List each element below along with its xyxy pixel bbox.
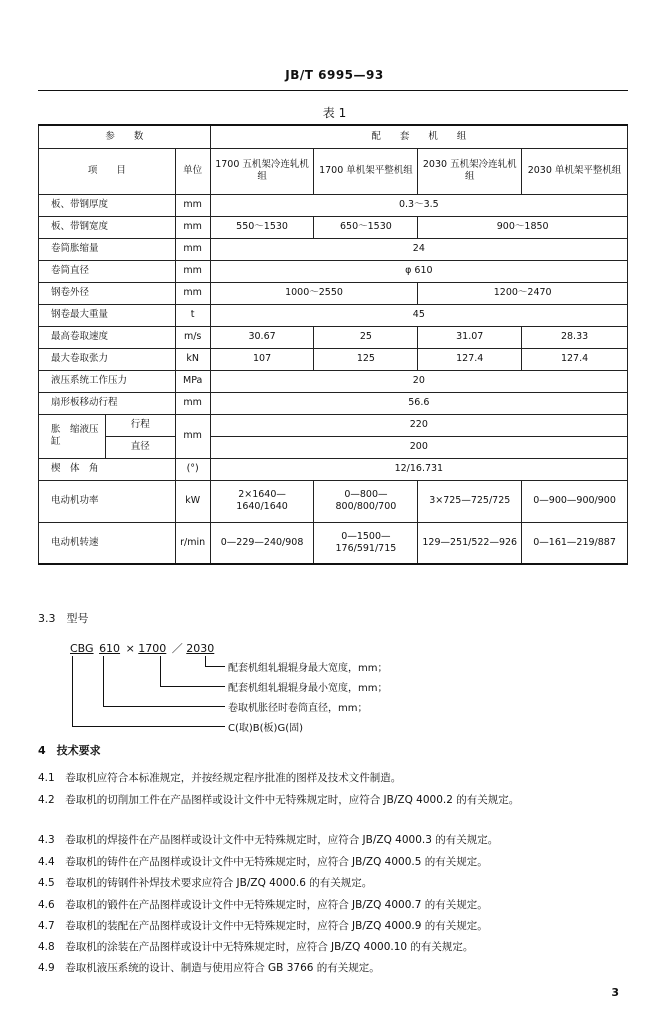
row-group: 胀 缩液压缸 xyxy=(39,414,106,458)
row-value: 45 xyxy=(210,304,627,326)
param-header: 参 数 xyxy=(39,125,211,148)
col-header: 2030 五机架冷连轧机组 xyxy=(418,148,522,194)
row-item: 钢卷外径 xyxy=(39,282,176,304)
model-part: × xyxy=(125,642,135,655)
section4-item: 4.7 卷取机的装配在产品图样或设计文件中无特殊规定时，应符合 JB/ZQ 4000.9 的有关规定。 xyxy=(38,920,488,932)
row-unit: r/min xyxy=(175,522,210,564)
row-value: 30.67 xyxy=(210,326,314,348)
table-row xyxy=(39,348,628,370)
units-group-header: 配 套 机 组 xyxy=(210,125,627,148)
row-value: 3×725—725/725 xyxy=(418,480,522,522)
row-value: 31.07 xyxy=(418,326,522,348)
row-value: 0—161—219/887 xyxy=(522,522,628,564)
row-unit: mm xyxy=(175,392,210,414)
row-value: 0—229—240/908 xyxy=(210,522,314,564)
row-item: 板、带钢厚度 xyxy=(39,194,176,216)
leader-line xyxy=(205,656,206,666)
section4-item: 4.3 卷取机的焊接件在产品图样或设计文件中无特殊规定时，应符合 JB/ZQ 4000.3 的有关规定。 xyxy=(38,834,499,846)
row-subitem: 行程 xyxy=(105,414,175,436)
row-unit: t xyxy=(175,304,210,326)
row-value: 2×1640—1640/1640 xyxy=(210,480,314,522)
row-value: 127.4 xyxy=(522,348,628,370)
row-value: 56.6 xyxy=(210,392,627,414)
row-value: 1200～2470 xyxy=(418,282,628,304)
row-unit: mm xyxy=(175,282,210,304)
row-unit: mm xyxy=(175,216,210,238)
model-note: C(取)B(板)G(固) xyxy=(228,723,303,734)
row-value: φ 610 xyxy=(210,260,627,282)
row-value: 127.4 xyxy=(418,348,522,370)
row-value: 24 xyxy=(210,238,627,260)
row-value: 0—800—800/800/700 xyxy=(314,480,418,522)
leader-line xyxy=(103,656,104,706)
section4-item: 4.5 卷取机的铸钢件补焊技术要求应符合 JB/ZQ 4000.6 的有关规定。 xyxy=(38,877,373,889)
row-item: 卷筒胀缩量 xyxy=(39,238,176,260)
table-title: 表 1 xyxy=(322,106,347,120)
model-note: 卷取机胀径时卷筒直径，mm； xyxy=(228,703,368,714)
row-unit: m/s xyxy=(175,326,210,348)
row-value: 12/16.731 xyxy=(210,458,627,480)
row-value: 107 xyxy=(210,348,314,370)
model-part: ／ xyxy=(171,642,183,655)
table-row xyxy=(39,414,628,436)
section4-item: 4.2 卷取机的切削加工件在产品图样或设计文件中无特殊规定时，应符合 JB/ZQ 4000.2 的有关规定。 xyxy=(38,794,520,806)
section4-item: 4.1 卷取机应符合本标准规定，并按经规定程序批准的图样及技术文件制造。 xyxy=(38,772,402,784)
spec-table xyxy=(38,124,628,565)
model-code xyxy=(70,640,216,656)
row-unit: MPa xyxy=(175,370,210,392)
leader-line xyxy=(103,706,225,707)
row-item: 液压系统工作压力 xyxy=(39,370,176,392)
table-row xyxy=(39,282,628,304)
row-value: 650～1530 xyxy=(314,216,418,238)
model-note: 配套机组轧辊辊身最小宽度，mm； xyxy=(228,683,388,694)
leader-line xyxy=(160,686,225,687)
table-row xyxy=(39,194,628,216)
model-heading: 3.3 型号 xyxy=(38,612,89,625)
table-row xyxy=(39,326,628,348)
row-item: 卷筒直径 xyxy=(39,260,176,282)
document-header: JB/T 6995—93 xyxy=(285,68,384,82)
col-header: 2030 单机架平整机组 xyxy=(522,148,628,194)
row-value: 900～1850 xyxy=(418,216,628,238)
row-item: 电动机功率 xyxy=(39,480,176,522)
model-part: 2030 xyxy=(186,642,215,655)
row-item: 楔 体 角 xyxy=(39,458,176,480)
row-item: 钢卷最大重量 xyxy=(39,304,176,326)
row-unit: (°) xyxy=(175,458,210,480)
row-value: 0—900—900/900 xyxy=(522,480,628,522)
table-row xyxy=(39,260,628,282)
row-value: 25 xyxy=(314,326,418,348)
table-row xyxy=(39,370,628,392)
col-header: 1700 单机架平整机组 xyxy=(314,148,418,194)
row-item: 电动机转速 xyxy=(39,522,176,564)
row-value: 200 xyxy=(210,436,627,458)
table-row xyxy=(39,304,628,326)
section4-item: 4.8 卷取机的涂装在产品图样或设计中无特殊规定时，应符合 JB/ZQ 4000.10 的有关规定。 xyxy=(38,941,474,953)
table-row xyxy=(39,522,628,564)
row-value: 220 xyxy=(210,414,627,436)
section4-item: 4.4 卷取机的铸件在产品图样或设计文件中无特殊规定时，应符合 JB/ZQ 4000.5 的有关规定。 xyxy=(38,856,488,868)
model-part: 1700 xyxy=(138,642,167,655)
item-header: 项 目 xyxy=(39,148,176,194)
model-note: 配套机组轧辊辊身最大宽度，mm； xyxy=(228,663,388,674)
row-subitem: 直径 xyxy=(105,436,175,458)
table-row xyxy=(39,392,628,414)
header-rule xyxy=(38,90,628,91)
row-unit: kN xyxy=(175,348,210,370)
leader-line xyxy=(205,666,225,667)
leader-line xyxy=(72,656,73,726)
row-unit: mm xyxy=(175,414,210,458)
leader-line xyxy=(72,726,225,727)
leader-line xyxy=(160,656,161,686)
row-item: 最大卷取张力 xyxy=(39,348,176,370)
row-unit: mm xyxy=(175,194,210,216)
table-row xyxy=(39,480,628,522)
row-value: 125 xyxy=(314,348,418,370)
table-row xyxy=(39,238,628,260)
col-header: 1700 五机架冷连轧机组 xyxy=(210,148,314,194)
row-unit: mm xyxy=(175,238,210,260)
page-number: 3 xyxy=(611,986,619,999)
table-row xyxy=(39,436,628,458)
table-row xyxy=(39,216,628,238)
model-part: CBG xyxy=(70,642,94,655)
row-value: 1000～2550 xyxy=(210,282,418,304)
row-item: 板、带钢宽度 xyxy=(39,216,176,238)
table-row xyxy=(39,458,628,480)
section4-item: 4.6 卷取机的锻件在产品图样或设计文件中无特殊规定时，应符合 JB/ZQ 4000.7 的有关规定。 xyxy=(38,899,488,911)
section4-item: 4.9 卷取机液压系统的设计、制造与使用应符合 GB 3766 的有关规定。 xyxy=(38,962,380,974)
row-item: 最高卷取速度 xyxy=(39,326,176,348)
unit-header: 单位 xyxy=(175,148,210,194)
section4-heading: 4 技术要求 xyxy=(38,744,101,757)
model-part: 610 xyxy=(99,642,121,655)
row-item: 扇形板移动行程 xyxy=(39,392,176,414)
row-value: 550～1530 xyxy=(210,216,314,238)
row-value: 0.3～3.5 xyxy=(210,194,627,216)
row-unit: mm xyxy=(175,260,210,282)
row-value: 129—251/522—926 xyxy=(418,522,522,564)
row-unit: kW xyxy=(175,480,210,522)
row-value: 0—1500—176/591/715 xyxy=(314,522,418,564)
row-value: 28.33 xyxy=(522,326,628,348)
row-value: 20 xyxy=(210,370,627,392)
